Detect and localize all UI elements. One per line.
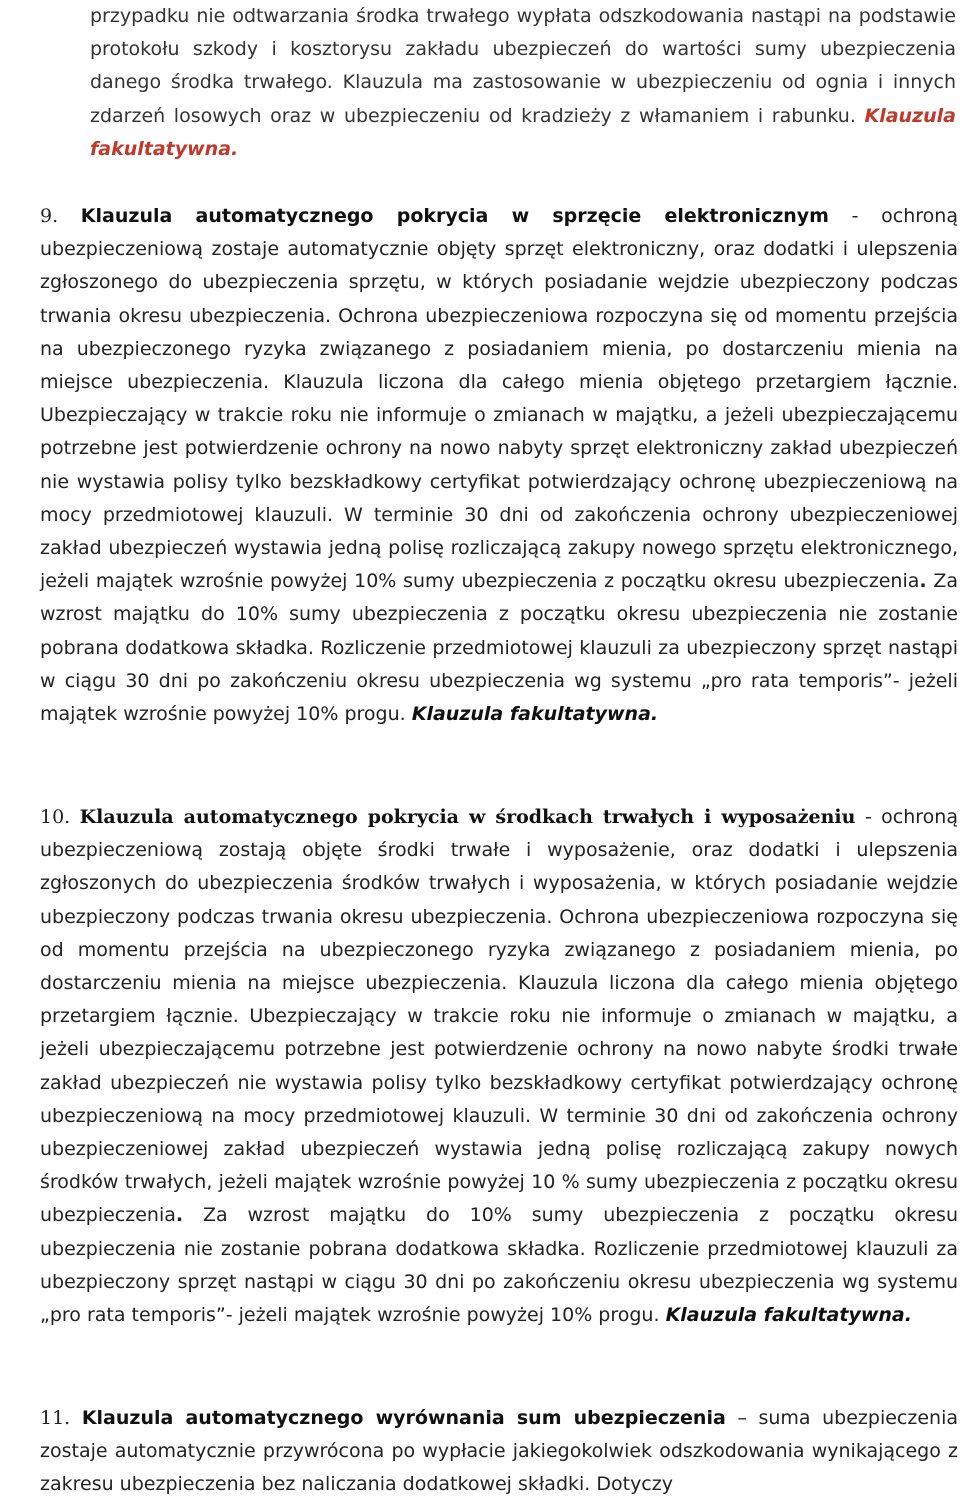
clause-11-body: – suma ubezpieczenia zostaje automatycznie przywrócona po wypłacie jakiegokolwiek odszkodowania wynikającego z zakresu ubezpieczenia bez naliczania dodatkowej składki. Dotyczy — [40, 1407, 958, 1496]
intro-paragraph — [90, 0, 956, 166]
clause-10-title: Klauzula automatycznego pokrycia w środkach trwałych i wyposażeniu — [79, 806, 856, 828]
intro-optional-label: Klauzula fakultatywna. — [90, 104, 957, 160]
clause-9 — [40, 200, 958, 731]
clause-11-title: Klauzula automatycznego wyrównania sum ubezpieczenia — [81, 1407, 726, 1429]
clause-11 — [40, 1402, 958, 1502]
clause-9-dot: . — [919, 570, 927, 593]
clause-11-number: 11. — [40, 1407, 71, 1429]
clause-9-body-a: - ochroną ubezpieczeniową zostaje automatycznie objęty sprzęt elektroniczny, oraz dodatki i ulepszenia zgłoszonego do ubezpieczenia sprzętu, w których posiadanie wejdzie ubezpieczony podczas trwania okresu ubezpieczenia. Ochrona ubezpieczeniowa rozpoczyna się od momentu przejścia na ubezpieczonego ryzyka związanego z posiadaniem mienia, po dostarczeniu mienia na miejsce ubezpieczenia. Klauzula liczona dla całego mienia objętego przetargiem łącznie. Ubezpieczający w trakcie roku nie informuje o zmianach w majątku, a jeżeli ubezpieczającemu potrzebne jest potwierdzenie ochrony na nowo nabyty sprzęt elektroniczny zakład ubezpieczeń nie wystawia polisy tylko bezskładkowy certyfikat potwierdzający ochronę ubezpieczeniową na mocy przedmiotowej klauzuli. W terminie 30 dni od zakończenia ochrony ubezpieczeniowej zakład ubezpieczeń wystawia jedną polisę rozliczającą zakupy nowego sprzętu elektronicznego, jeżeli majątek wzrośnie powyżej 10% sumy ubezpieczenia z początku okresu ubezpieczenia — [40, 205, 958, 593]
intro-text: przypadku nie odtwarzania środka trwałego wypłata odszkodowania nastąpi na podstawie protokołu szkody i kosztorysu zakładu ubezpieczeń do wartości sumy ubezpieczenia danego środka trwałego. Klauzula ma zastosowanie w ubezpieczeniu od ognia i innych zdarzeń losowych oraz w ubezpieczeniu od kradzieży z włamaniem i rabunku. — [90, 5, 956, 127]
clause-9-optional-label: Klauzula fakultatywna. — [411, 703, 659, 726]
clause-9-number: 9. — [40, 205, 59, 227]
clause-10-body-b: Za wzrost majątku do 10% sumy ubezpieczenia z początku okresu ubezpieczenia nie zostanie pobrana dodatkowa składka. Rozliczenie przedmiotowej klauzuli za ubezpieczony sprzęt nastąpi w ciągu 30 dni po zakończeniu okresu ubezpieczenia wg systemu „pro rata temporis”- jeżeli majątek wzrośnie powyżej 10% progu. — [40, 1204, 958, 1327]
clause-10-optional-label: Klauzula fakultatywna. — [665, 1304, 912, 1327]
clause-10 — [40, 801, 958, 1332]
clause-9-body-b: Za wzrost majątku do 10% sumy ubezpieczenia z początku okresu ubezpieczenia nie zostanie pobrana dodatkowa składka. Rozliczenie przedmiotowej klauzuli za ubezpieczony sprzęt nastąpi w ciągu 30 dni po zakończeniu okresu ubezpieczenia wg systemu „pro rata temporis”- jeżeli majątek wzrośnie powyżej 10% progu. — [40, 570, 959, 726]
clause-10-dot: . — [175, 1204, 184, 1227]
clause-10-body-a: - ochroną ubezpieczeniową zostają objęte środki trwałe i wyposażenie, oraz dodatki i ulepszenia zgłoszonych do ubezpieczenia środków trwałych i wyposażenia, w których posiadanie wejdzie ubezpieczony podczas trwania okresu ubezpieczenia. Ochrona ubezpieczeniowa rozpoczyna się od momentu przejścia na ubezpieczonego ryzyka związanego z posiadaniem mienia, po dostarczeniu mienia na miejsce ubezpieczenia. Klauzula liczona dla całego mienia objętego przetargiem łącznie. Ubezpieczający w trakcie roku nie informuje o zmianach w majątku, a jeżeli ubezpieczającemu potrzebne jest potwierdzenie ochrony na nowo nabyte środki trwałe zakład ubezpieczeń nie wystawia polisy tylko bezskładkowy certyfikat potwierdzający ochronę ubezpieczeniową na mocy przedmiotowej klauzuli. W terminie 30 dni od zakończenia ochrony ubezpieczeniowej zakład ubezpieczeń wystawia jedną polisę rozliczającą zakupy nowych środków trwałych, jeżeli majątek wzrośnie powyżej 10 % sumy ubezpieczenia z początku okresu ubezpieczenia — [40, 806, 958, 1227]
clause-10-number: 10. — [40, 806, 71, 828]
clause-9-title: Klauzula automatycznego pokrycia w sprzęcie elektronicznym — [80, 205, 829, 227]
